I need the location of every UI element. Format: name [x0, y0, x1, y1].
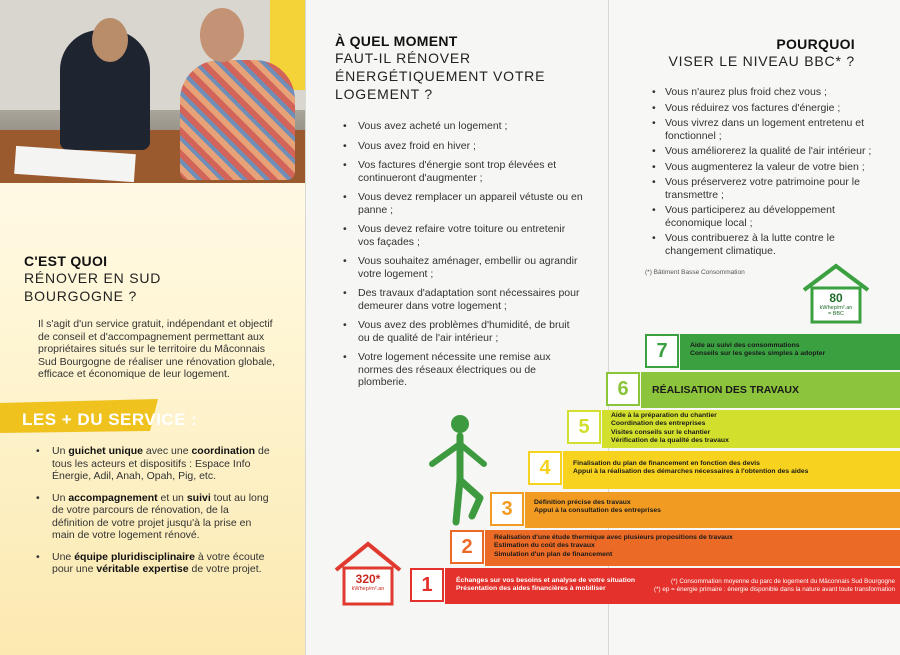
list-item: • Une équipe pluridisciplinaire à votre écoute pour une véritable expertise de votre projet. — [36, 551, 271, 576]
step-description: Échanges sur vos besoins et analyse de votre situation Présentation des aides financières à mobiliser — [456, 577, 636, 593]
list-item: • Vous n'aurez plus froid chez vous ; — [652, 86, 877, 99]
step-number: 7 — [645, 334, 679, 368]
list-item: • Vous souhaitez aménager, embellir ou agrandir votre logement ; — [343, 255, 583, 280]
service-list — [36, 445, 271, 585]
step-number: 2 — [450, 530, 484, 564]
list-item: • Vous devez refaire votre toiture ou entretenir vos façades ; — [343, 223, 583, 248]
list-item: • Vous améliorerez la qualité de l'air intérieur ; — [652, 145, 877, 158]
list-item: • Vous contribuerez à la lutte contre le changement climatique. — [652, 232, 877, 257]
step-description: Définition précise des travaux Appui à la consultation des entreprises — [534, 499, 661, 515]
list-item: • Vos factures d'énergie sont trop élevées et continueront d'augmenter ; — [343, 159, 583, 184]
section-title-quel-moment: À QUEL MOMENT FAUT-IL RÉNOVER ÉNERGÉTIQUEMENT VOTRE LOGEMENT ? — [335, 33, 546, 102]
step-description: Réalisation d'une étude thermique avec plusieurs propositions de travaux Estimation du coût des travaux Simulation d'un plan de financement — [494, 534, 733, 558]
bbc-house-label: 80 kWhep/m².an = BBC — [819, 291, 853, 317]
service-title: LES + DU SERVICE : — [22, 410, 198, 429]
when-list — [343, 120, 583, 396]
step-number: 5 — [567, 410, 601, 444]
walking-person-icon — [424, 412, 488, 527]
list-item: • Vous participerez au développement économique local ; — [652, 204, 877, 229]
list-item: • Vous avez acheté un logement ; — [343, 120, 583, 133]
list-item: • Un accompagnement et un suivi tout au long de votre parcours de rénovation, de la définition de votre projet jusqu'à la prise en main de votre logement rénové. — [36, 492, 271, 542]
list-item: • Vous préserverez votre patrimoine pour le transmettre ; — [652, 176, 877, 201]
advisors-photo — [0, 0, 305, 183]
list-item: • Votre logement nécessite une remise aux normes des réseaux électriques ou de plomberie. — [343, 351, 583, 389]
start-house-label: 320* kWhep/m².an — [351, 572, 385, 592]
list-item: • Vous augmenterez la valeur de votre bien ; — [652, 161, 877, 174]
section-title-cest-quoi: C'EST QUOI RÉNOVER EN SUD BOURGOGNE ? — [24, 253, 162, 304]
why-list — [652, 86, 877, 260]
step-number: 6 — [606, 372, 640, 406]
step-number: 3 — [490, 492, 524, 526]
step-description: Aide à la préparation du chantier Coordination des entreprises Visites conseils sur le chantier Vérification de la qualité des travaux — [611, 412, 729, 444]
list-item: • Vous avez froid en hiver ; — [343, 140, 583, 153]
step-description: Aide au suivi des consommations Conseils sur les gestes simples à adopter — [690, 342, 826, 358]
step-number: 4 — [528, 451, 562, 485]
list-item: • Des travaux d'adaptation sont nécessaires pour demeurer dans votre logement ; — [343, 287, 583, 312]
step-description: RÉALISATION DES TRAVAUX — [652, 384, 800, 396]
list-item: • Vous devez remplacer un appareil vétuste ou en panne ; — [343, 191, 583, 216]
list-item: • Un guichet unique avec une coordination de tous les acteurs et dispositifs : Espace Info Énergie, Adil, Anah, Opah, Pig, etc. — [36, 445, 271, 483]
bbc-footnote: (*) Bâtiment Basse Consommation — [645, 269, 745, 276]
consumption-footnotes: (*) Consommation moyenne du parc de logement du Mâconnais Sud Bourgogne (*) ep = énergie primaire : énergie disponible dans la nature avant toute transformation — [654, 578, 895, 593]
section-title-pourquoi: POURQUOI VISER LE NIVEAU BBC* ? — [668, 36, 855, 69]
intro-paragraph: Il s'agit d'un service gratuit, indépendant et objectif de conseil et d'accompagnement permettant aux propriétaires situés sur le territoire du Mâconnais Sud Bourgogne de réaliser une rénovation globale, efficace et économique de leur logement. — [38, 318, 276, 380]
list-item: • Vous réduirez vos factures d'énergie ; — [652, 102, 877, 115]
step-number: 1 — [410, 568, 444, 602]
list-item: • Vous vivrez dans un logement entretenu et fonctionnel ; — [652, 117, 877, 142]
list-item: • Vous avez des problèmes d'humidité, de bruit ou de qualité de l'air intérieur ; — [343, 319, 583, 344]
step-description: Finalisation du plan de financement en fonction des devis Appui à la réalisation des démarches nécessaires à l'obtention des aides — [573, 460, 809, 476]
